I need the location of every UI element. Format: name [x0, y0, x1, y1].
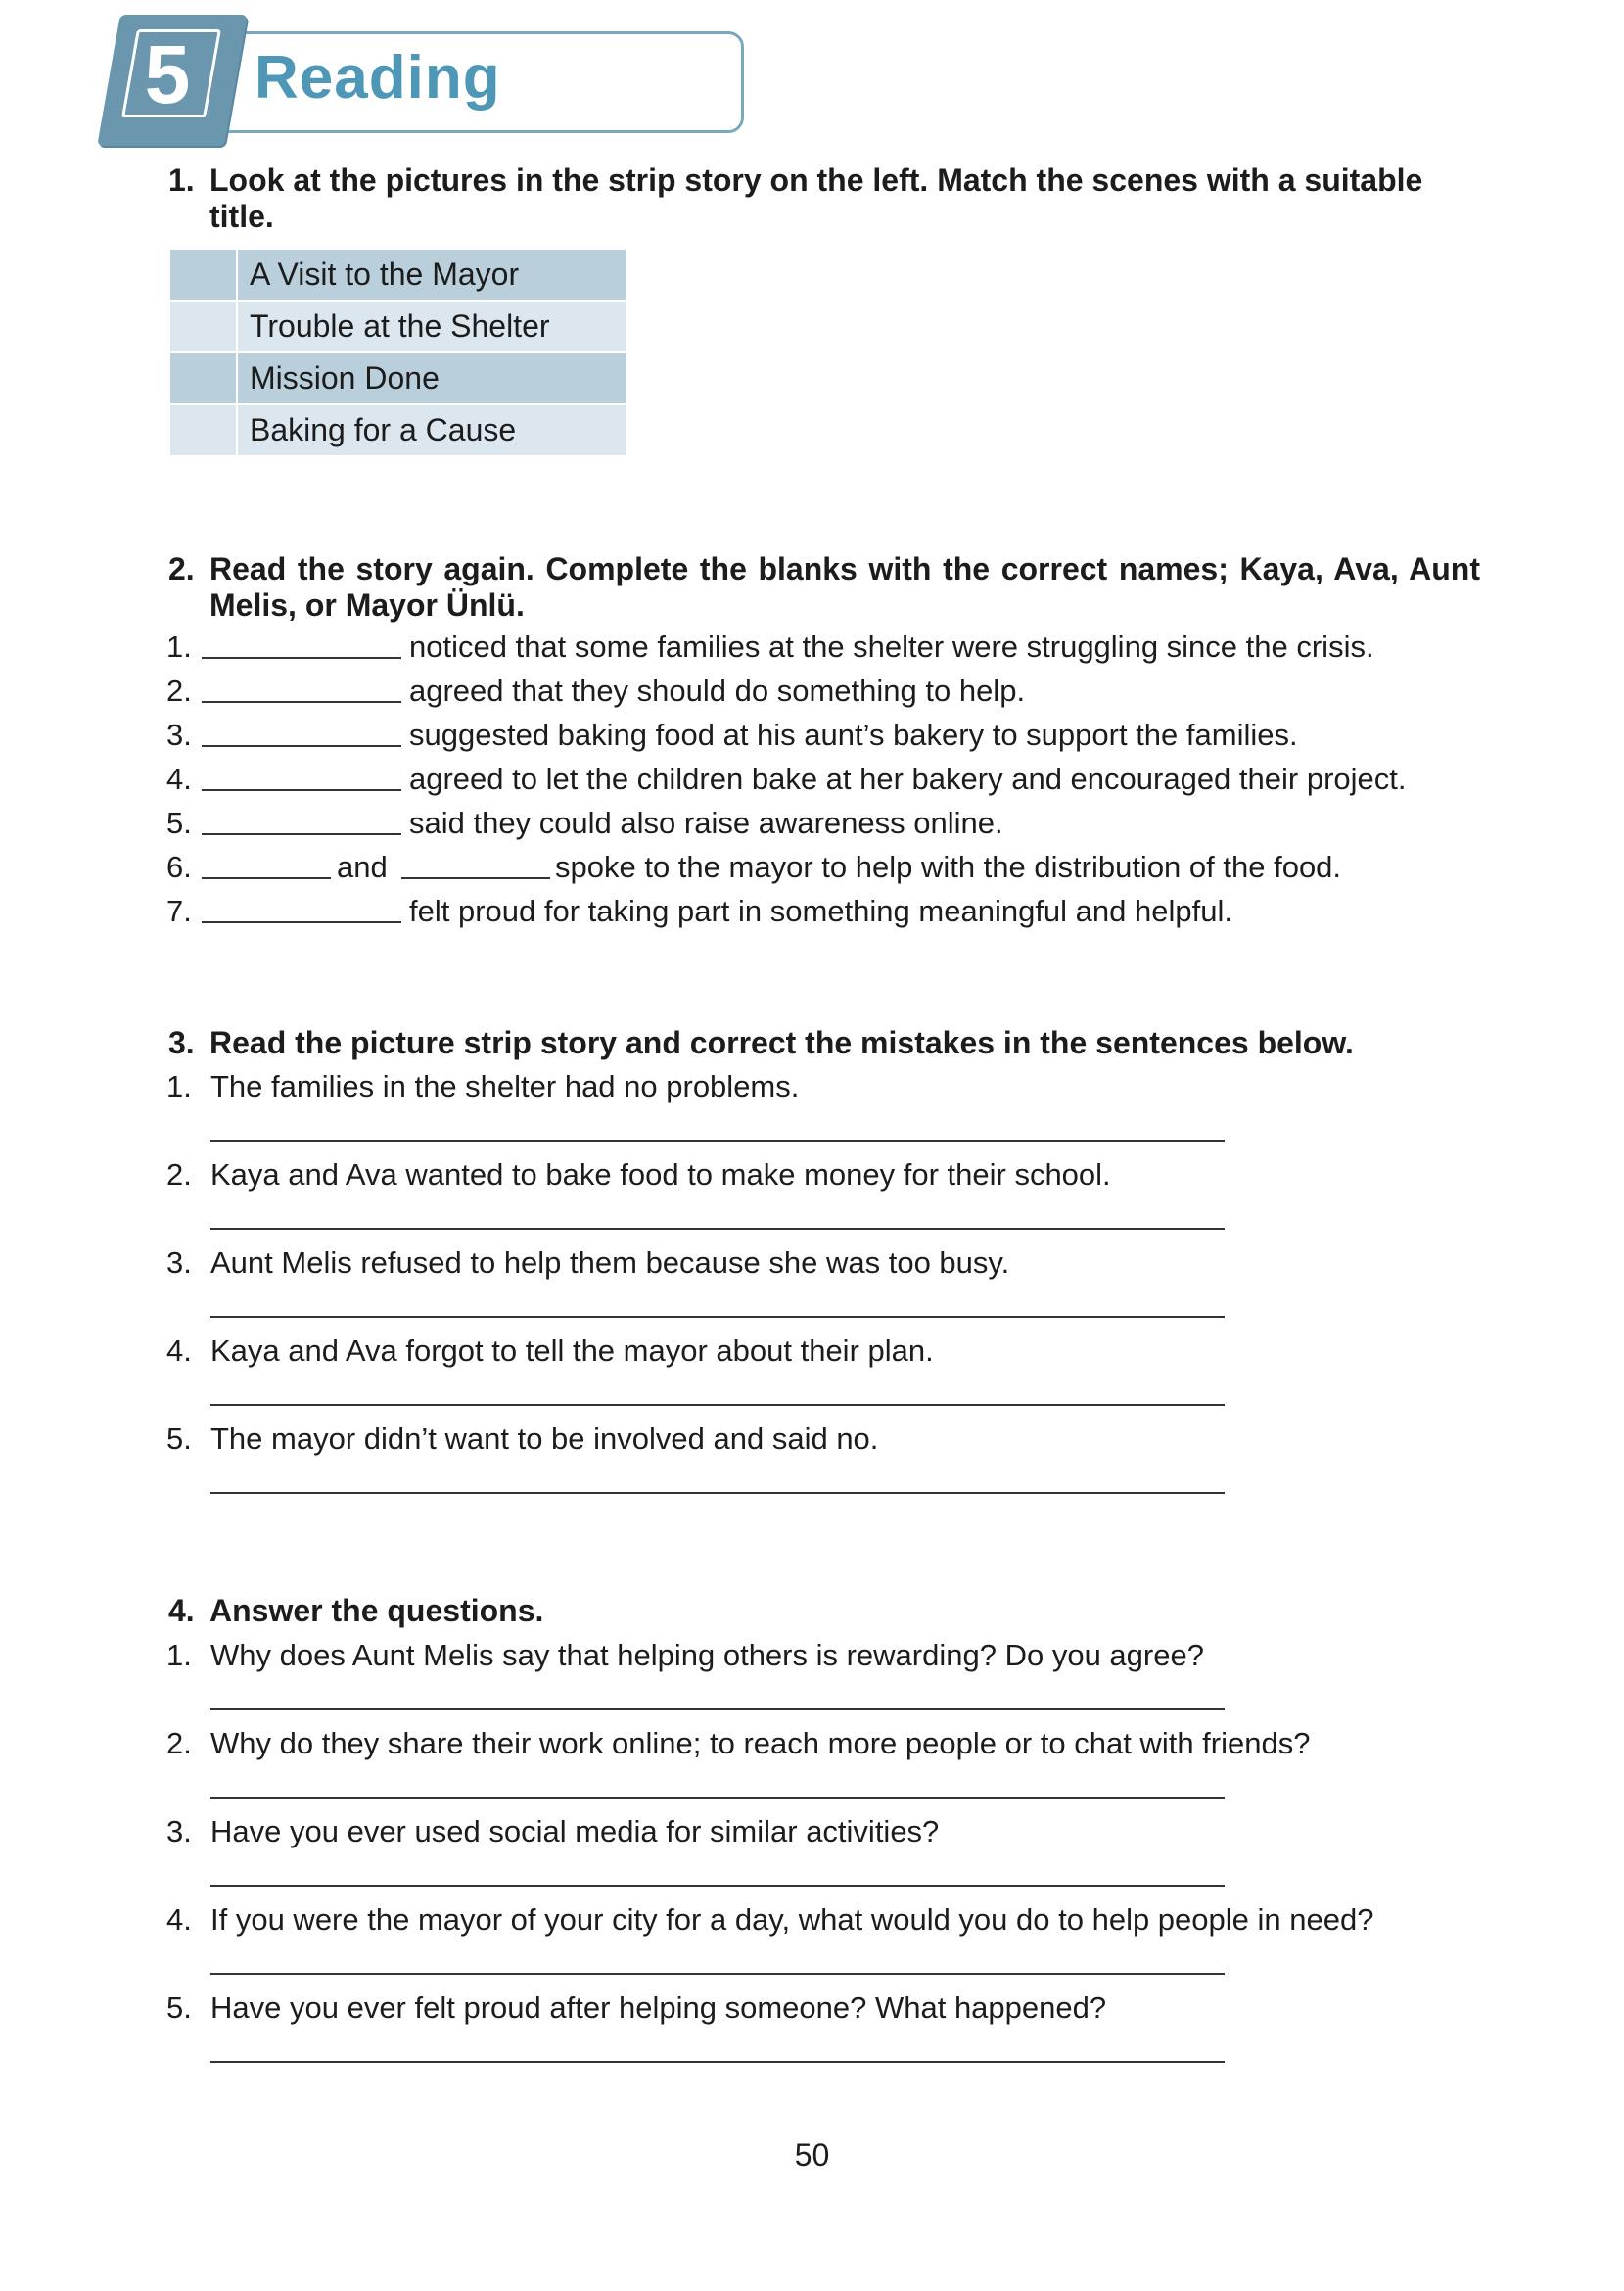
item-number: 3. — [166, 1814, 192, 1848]
exercise-number: 1. — [168, 163, 195, 198]
item-number: 3. — [166, 718, 192, 752]
scene-title: A Visit to the Mayor — [237, 249, 627, 301]
answer-line[interactable] — [210, 1140, 1225, 1142]
sentence-text: Aunt Melis refused to help them because she was too busy. — [210, 1245, 1010, 1280]
item-number: 7. — [166, 894, 192, 928]
section-title: Reading — [255, 44, 501, 112]
instruction-text: Read the story again. Complete the blanks with the correct names; Kaya, Ava, Aunt Melis, or Mayor Ünlü. — [209, 551, 1480, 623]
answer-line[interactable] — [210, 1316, 1225, 1318]
conjunction-text: and — [337, 850, 388, 884]
sentence-text: noticed that some families at the shelter were struggling since the crisis. — [409, 630, 1374, 664]
question-text: Why does Aunt Melis say that helping others is rewarding? Do you agree? — [210, 1638, 1204, 1672]
exercise-3-instruction — [168, 1025, 1539, 1061]
question-text: If you were the mayor of your city for a day, what would you do to help people in need? — [210, 1902, 1374, 1937]
table-row — [169, 301, 627, 352]
exercise-number: 2. — [168, 551, 195, 586]
answer-line[interactable] — [210, 1404, 1225, 1406]
scene-title: Trouble at the Shelter — [237, 301, 627, 352]
item-number: 2. — [166, 1726, 192, 1760]
scene-title: Mission Done — [237, 352, 627, 404]
sentence-text: Kaya and Ava forgot to tell the mayor about their plan. — [210, 1333, 934, 1368]
answer-line[interactable] — [210, 2061, 1225, 2063]
answer-box[interactable] — [169, 404, 237, 456]
exercise-number: 3. — [168, 1025, 195, 1060]
sentence-text: agreed to let the children bake at her bakery and encouraged their project. — [409, 762, 1407, 796]
scene-title: Baking for a Cause — [237, 404, 627, 456]
instruction-text: Read the picture strip story and correct the mistakes in the sentences below. — [209, 1025, 1354, 1060]
exercise-4-instruction — [168, 1593, 1539, 1629]
answer-line[interactable] — [210, 1797, 1225, 1799]
item-number: 1. — [166, 630, 192, 664]
page-number: 50 — [794, 2137, 830, 2173]
title-match-table — [168, 248, 628, 457]
item-number: 4. — [166, 1902, 192, 1937]
item-number: 6. — [166, 850, 192, 884]
sentence-text: suggested baking food at his aunt’s bakery to support the families. — [409, 718, 1298, 752]
table-row — [169, 249, 627, 301]
item-number: 2. — [166, 674, 192, 708]
answer-box[interactable] — [169, 352, 237, 404]
item-number: 4. — [166, 1333, 192, 1368]
question-text: Why do they share their work online; to reach more people or to chat with friends? — [210, 1726, 1311, 1760]
answer-line[interactable] — [210, 1973, 1225, 1975]
exercise-1-instruction — [168, 163, 1480, 235]
exercise-2-instruction — [168, 551, 1480, 624]
unit-number: 5 — [144, 28, 191, 120]
instruction-text: Look at the pictures in the strip story on the left. Match the scenes with a suitable title. — [209, 163, 1423, 234]
answer-line[interactable] — [210, 1708, 1225, 1710]
answer-box[interactable] — [169, 249, 237, 301]
item-number: 1. — [166, 1638, 192, 1672]
sentence-text: The families in the shelter had no problems. — [210, 1069, 800, 1103]
table-row — [169, 352, 627, 404]
sentence-text: agreed that they should do something to help. — [409, 674, 1026, 708]
answer-line[interactable] — [210, 1228, 1225, 1230]
item-number: 5. — [166, 1990, 192, 2025]
item-number: 5. — [166, 806, 192, 840]
sentence-text: Kaya and Ava wanted to bake food to make money for their school. — [210, 1157, 1111, 1192]
sentence-text: The mayor didn’t want to be involved and said no. — [210, 1422, 879, 1456]
item-number: 1. — [166, 1069, 192, 1103]
exercise-number: 4. — [168, 1593, 195, 1628]
sentence-text: spoke to the mayor to help with the distribution of the food. — [555, 850, 1342, 884]
item-number: 5. — [166, 1422, 192, 1456]
answer-line[interactable] — [210, 1885, 1225, 1887]
question-text: Have you ever used social media for similar activities? — [210, 1814, 940, 1848]
item-number: 4. — [166, 762, 192, 796]
answer-box[interactable] — [169, 301, 237, 352]
item-number: 2. — [166, 1157, 192, 1192]
question-text: Have you ever felt proud after helping someone? What happened? — [210, 1990, 1107, 2025]
instruction-text: Answer the questions. — [209, 1593, 544, 1628]
item-number: 3. — [166, 1245, 192, 1280]
answer-line[interactable] — [210, 1492, 1225, 1494]
table-row — [169, 404, 627, 456]
sentence-text: felt proud for taking part in something meaningful and helpful. — [409, 894, 1232, 928]
sentence-text: said they could also raise awareness online. — [409, 806, 1003, 840]
